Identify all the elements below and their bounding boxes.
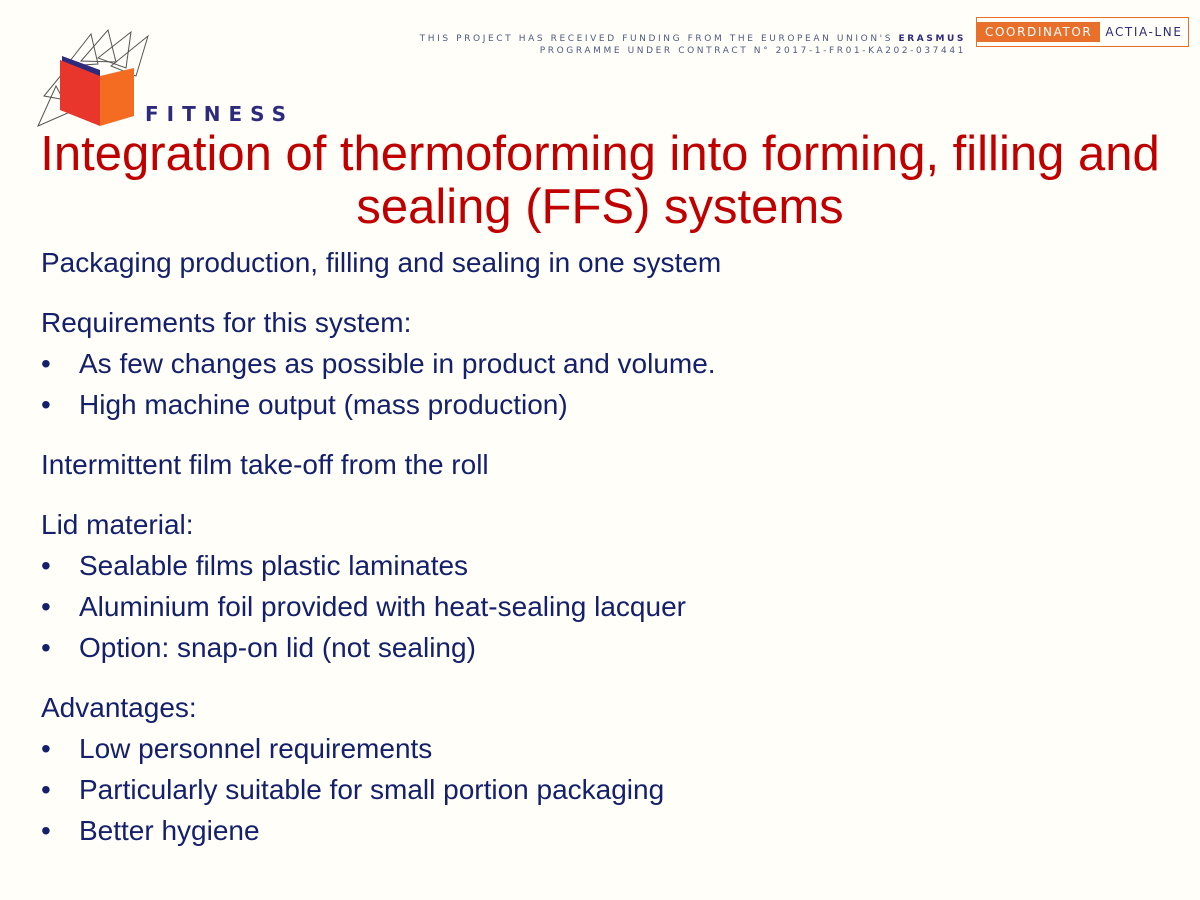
coordinator-value: ACTIA-LNE — [1105, 25, 1183, 39]
bullet-dot: • — [41, 591, 51, 622]
section-heading: Lid material: — [41, 509, 194, 540]
fitness-logo — [36, 26, 295, 136]
bullet-text: Low personnel requirements — [79, 733, 433, 764]
section-heading: Requirements for this system: — [41, 307, 412, 338]
bullet-item — [41, 810, 1161, 851]
content-section — [41, 242, 1161, 283]
erasmus-label: ERASMUS — [898, 34, 966, 44]
bullet-dot: • — [41, 550, 51, 581]
coordinator-label: COORDINATOR — [977, 22, 1100, 42]
bullet-dot: • — [41, 348, 51, 379]
bullet-dot: • — [41, 733, 51, 764]
funding-line-2: PROGRAMME UNDER CONTRACT N° 2017-1-FR01-KA202-037441 — [539, 46, 966, 56]
bullet-item — [41, 545, 1161, 586]
content-section — [41, 504, 1161, 668]
bullet-item — [41, 627, 1161, 668]
content-section — [41, 444, 1161, 485]
slide-title: Integration of thermoforming into forming, filling and sealing (FFS) systems — [40, 127, 1160, 234]
bullet-text: As few changes as possible in product and volume. — [79, 348, 716, 379]
bullet-text: Option: snap-on lid (not sealing) — [79, 632, 476, 663]
bullet-text: Sealable films plastic laminates — [79, 550, 469, 581]
funding-notice — [420, 33, 966, 57]
section-heading: Advantages: — [41, 692, 197, 723]
section-heading: Packaging production, filling and sealing in one system — [41, 247, 722, 278]
bullet-text: High machine output (mass production) — [79, 389, 568, 420]
slide-body — [41, 242, 1161, 851]
bullet-dot: • — [41, 774, 51, 805]
bullet-dot: • — [41, 815, 51, 846]
logo-wordmark: FITNESS — [145, 102, 295, 126]
bullet-text: Aluminium foil provided with heat-sealing lacquer — [79, 591, 686, 622]
bullet-text: Particularly suitable for small portion packaging — [79, 774, 665, 805]
content-section — [41, 687, 1161, 851]
content-section — [41, 302, 1161, 425]
bullet-item — [41, 384, 1161, 425]
bullet-dot: • — [41, 632, 51, 663]
bullet-item — [41, 343, 1161, 384]
section-heading: Intermittent film take-off from the roll — [41, 449, 489, 480]
bullet-dot: • — [41, 389, 51, 420]
funding-line-1: THIS PROJECT HAS RECEIVED FUNDING FROM THE EUROPEAN UNION'S ERASMUS — [419, 34, 966, 44]
bullet-text: Better hygiene — [79, 815, 260, 846]
bullet-item — [41, 769, 1161, 810]
coordinator-badge — [976, 17, 1189, 47]
bullet-item — [41, 728, 1161, 769]
bullet-item — [41, 586, 1161, 627]
